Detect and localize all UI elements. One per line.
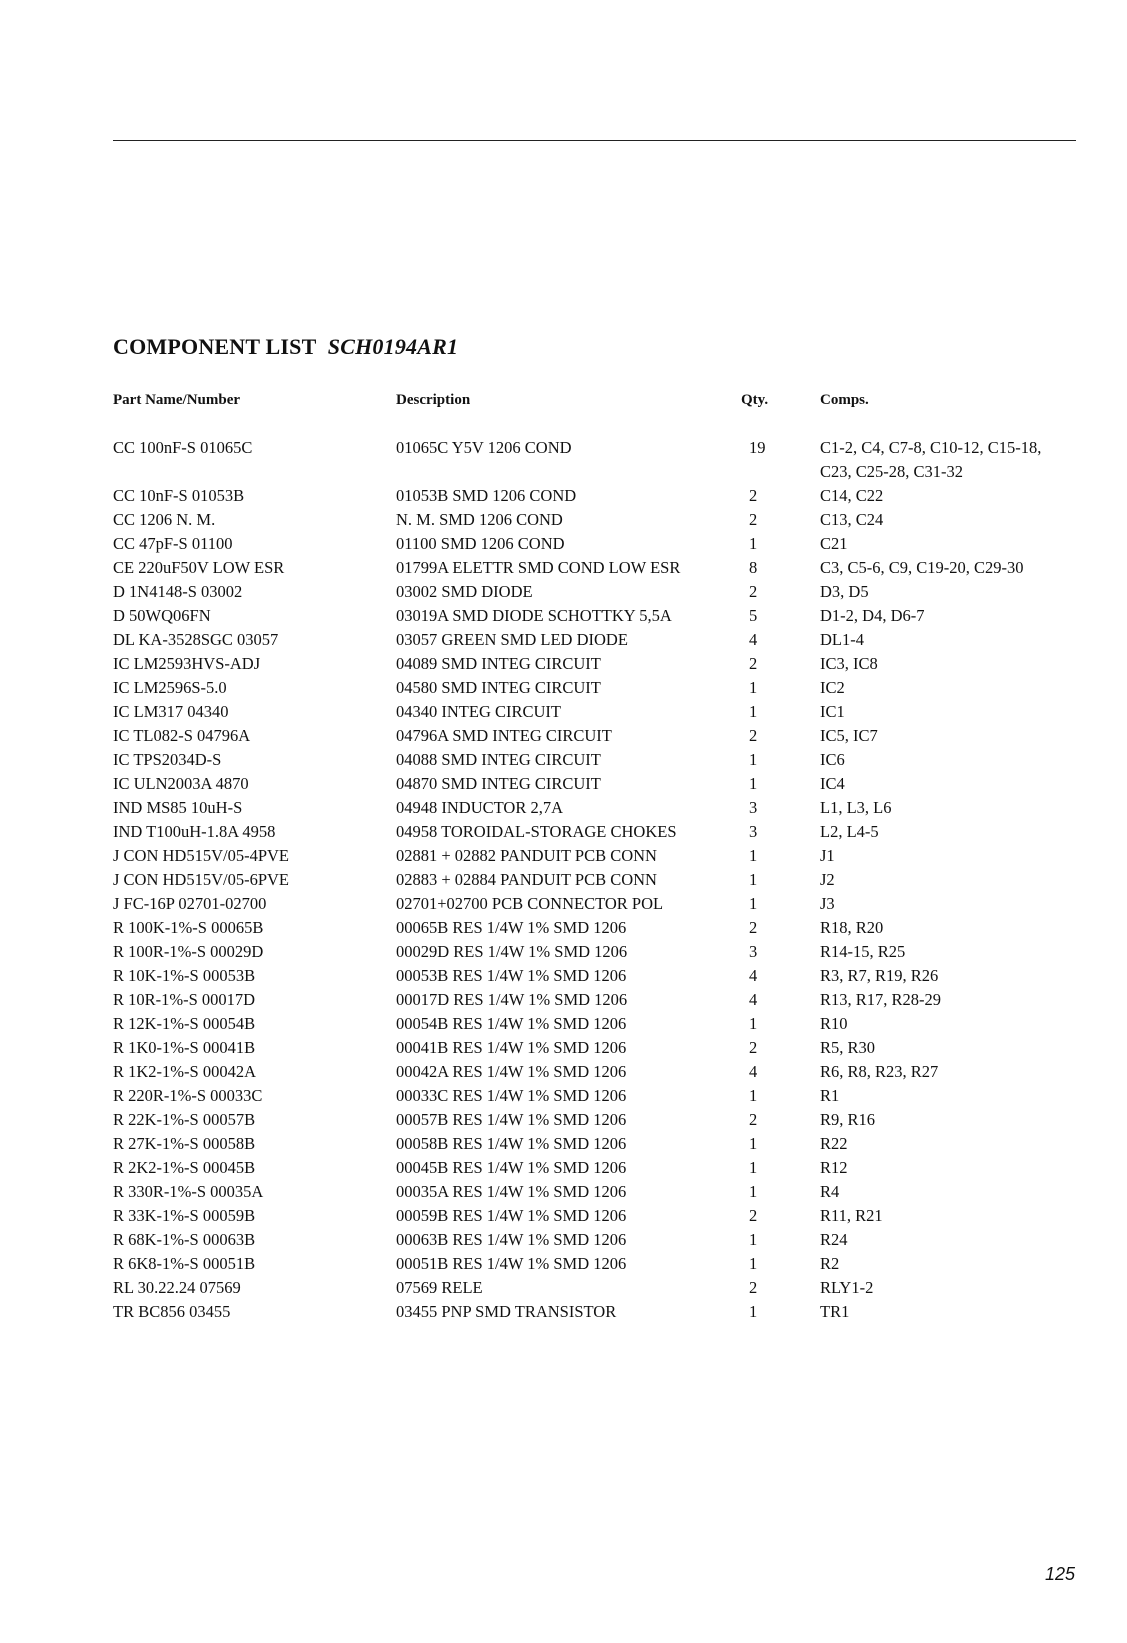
cell-comps: R10: [820, 1014, 848, 1033]
cell-qty: 1: [749, 1230, 758, 1249]
cell-qty: 2: [749, 654, 758, 673]
cell-description: 00053B RES 1/4W 1% SMD 1206: [396, 966, 627, 985]
header-description: Description: [396, 392, 471, 408]
cell-description: 04088 SMD INTEG CIRCUIT: [396, 750, 601, 769]
cell-part-name: RL 30.22.24 07569: [113, 1278, 241, 1297]
cell-comps: TR1: [820, 1302, 850, 1321]
cell-comps: IC3, IC8: [820, 654, 878, 673]
table-row: [0, 820, 1127, 844]
cell-comps: IC1: [820, 702, 845, 721]
table-row: [0, 508, 1127, 532]
cell-part-name: R 12K-1%-S 00054B: [113, 1014, 256, 1033]
cell-qty: 1: [749, 1182, 758, 1201]
cell-comps: R18, R20: [820, 918, 884, 937]
cell-part-name: IC TL082-S 04796A: [113, 726, 251, 745]
title-main: COMPONENT LIST: [113, 334, 317, 359]
cell-description: 04580 SMD INTEG CIRCUIT: [396, 678, 601, 697]
cell-comps: C3, C5-6, C9, C19-20, C29-30: [820, 558, 1024, 577]
cell-qty: 2: [749, 510, 758, 529]
cell-comps: R9, R16: [820, 1110, 876, 1129]
table-row: [0, 652, 1127, 676]
table-row: [0, 892, 1127, 916]
table-row: [0, 580, 1127, 604]
table-row: [0, 1060, 1127, 1084]
cell-description: 00042A RES 1/4W 1% SMD 1206: [396, 1062, 627, 1081]
cell-part-name: R 10K-1%-S 00053B: [113, 966, 256, 985]
cell-description: 01799A ELETTR SMD COND LOW ESR: [396, 558, 681, 577]
cell-description: 00059B RES 1/4W 1% SMD 1206: [396, 1206, 627, 1225]
cell-qty: 1: [749, 1086, 758, 1105]
table-row: [0, 1228, 1127, 1252]
cell-part-name: R 2K2-1%-S 00045B: [113, 1158, 256, 1177]
cell-comps: D1-2, D4, D6-7: [820, 606, 925, 625]
cell-comps: IC6: [820, 750, 845, 769]
table-row: [0, 868, 1127, 892]
cell-comps: RLY1-2: [820, 1278, 874, 1297]
table-row: [0, 676, 1127, 700]
cell-qty: 1: [749, 1158, 758, 1177]
table-row: [0, 1036, 1127, 1060]
cell-comps: R12: [820, 1158, 848, 1177]
cell-description: 04089 SMD INTEG CIRCUIT: [396, 654, 601, 673]
cell-comps: C1-2, C4, C7-8, C10-12, C15-18, C23, C25-28, C31-32: [820, 438, 1042, 481]
header-comps: Comps.: [820, 392, 869, 408]
cell-description: 04948 INDUCTOR 2,7A: [396, 798, 563, 817]
cell-part-name: R 27K-1%-S 00058B: [113, 1134, 256, 1153]
table-row: [0, 964, 1127, 988]
cell-comps: R24: [820, 1230, 848, 1249]
cell-description: 03019A SMD DIODE SCHOTTKY 5,5A: [396, 606, 672, 625]
table-row: [0, 1276, 1127, 1300]
cell-comps: R14-15, R25: [820, 942, 906, 961]
cell-description: 03455 PNP SMD TRANSISTOR: [396, 1302, 617, 1321]
cell-description: N. M. SMD 1206 COND: [396, 510, 563, 529]
cell-comps: J2: [820, 870, 835, 889]
cell-qty: 1: [749, 870, 758, 889]
cell-part-name: IND MS85 10uH-S: [113, 798, 243, 817]
cell-qty: 2: [749, 582, 758, 601]
cell-part-name: J CON HD515V/05-4PVE: [113, 846, 290, 865]
table-row: [0, 1156, 1127, 1180]
cell-qty: 8: [749, 558, 758, 577]
cell-qty: 1: [749, 750, 758, 769]
cell-comps: C21: [820, 534, 848, 553]
table-row: [0, 484, 1127, 508]
cell-qty: 1: [749, 1254, 758, 1273]
cell-qty: 2: [749, 726, 758, 745]
cell-comps: IC4: [820, 774, 845, 793]
cell-description: 00063B RES 1/4W 1% SMD 1206: [396, 1230, 627, 1249]
cell-part-name: CC 1206 N. M.: [113, 510, 216, 529]
cell-description: 04796A SMD INTEG CIRCUIT: [396, 726, 612, 745]
cell-comps: R5, R30: [820, 1038, 876, 1057]
cell-qty: 4: [749, 1062, 758, 1081]
table-row: [0, 1204, 1127, 1228]
cell-part-name: R 33K-1%-S 00059B: [113, 1206, 256, 1225]
cell-qty: 2: [749, 1110, 758, 1129]
cell-description: 04340 INTEG CIRCUIT: [396, 702, 561, 721]
cell-part-name: CC 100nF-S 01065C: [113, 438, 253, 457]
table-row: [0, 844, 1127, 868]
cell-description: 03057 GREEN SMD LED DIODE: [396, 630, 628, 649]
top-rule: [113, 140, 1076, 141]
cell-qty: 1: [749, 1134, 758, 1153]
cell-part-name: R 22K-1%-S 00057B: [113, 1110, 256, 1129]
cell-part-name: IC LM2593HVS-ADJ: [113, 654, 261, 673]
cell-part-name: D 1N4148-S 03002: [113, 582, 243, 601]
cell-part-name: IC LM2596S-5.0: [113, 678, 227, 697]
cell-qty: 4: [749, 630, 758, 649]
cell-part-name: CC 47pF-S 01100: [113, 534, 233, 553]
cell-part-name: R 68K-1%-S 00063B: [113, 1230, 256, 1249]
header-part-name: Part Name/Number: [113, 392, 241, 408]
cell-qty: 2: [749, 1278, 758, 1297]
cell-part-name: DL KA-3528SGC 03057: [113, 630, 279, 649]
cell-comps: R11, R21: [820, 1206, 883, 1225]
cell-part-name: R 6K8-1%-S 00051B: [113, 1254, 256, 1273]
table-row: [0, 604, 1127, 628]
cell-qty: 1: [749, 1014, 758, 1033]
cell-part-name: R 220R-1%-S 00033C: [113, 1086, 263, 1105]
cell-qty: 1: [749, 534, 758, 553]
table-row: [0, 700, 1127, 724]
cell-comps: C14, C22: [820, 486, 884, 505]
cell-comps: R22: [820, 1134, 848, 1153]
cell-part-name: R 100R-1%-S 00029D: [113, 942, 264, 961]
cell-description: 03002 SMD DIODE: [396, 582, 533, 601]
cell-description: 01065C Y5V 1206 COND: [396, 438, 572, 457]
cell-description: 00033C RES 1/4W 1% SMD 1206: [396, 1086, 627, 1105]
cell-qty: 2: [749, 1038, 758, 1057]
cell-qty: 1: [749, 774, 758, 793]
cell-part-name: R 100K-1%-S 00065B: [113, 918, 264, 937]
cell-comps: IC5, IC7: [820, 726, 878, 745]
cell-part-name: IC ULN2003A 4870: [113, 774, 249, 793]
cell-description: 00029D RES 1/4W 1% SMD 1206: [396, 942, 628, 961]
table-row: [0, 1012, 1127, 1036]
cell-comps: IC2: [820, 678, 845, 697]
cell-qty: 1: [749, 702, 758, 721]
cell-description: 02883 + 02884 PANDUIT PCB CONN: [396, 870, 657, 889]
cell-qty: 3: [749, 798, 758, 817]
cell-comps: L1, L3, L6: [820, 798, 892, 817]
cell-qty: 1: [749, 846, 758, 865]
table-row: [0, 1132, 1127, 1156]
table-row: [0, 628, 1127, 652]
table-row: [0, 988, 1127, 1012]
table-row: [0, 532, 1127, 556]
cell-qty: 3: [749, 822, 758, 841]
cell-qty: 3: [749, 942, 758, 961]
cell-comps: DL1-4: [820, 630, 864, 649]
cell-part-name: TR BC856 03455: [113, 1302, 231, 1321]
table-row: [0, 748, 1127, 772]
cell-part-name: IC LM317 04340: [113, 702, 229, 721]
cell-part-name: D 50WQ06FN: [113, 606, 211, 625]
cell-description: 00035A RES 1/4W 1% SMD 1206: [396, 1182, 627, 1201]
table-row: [0, 1180, 1127, 1204]
cell-comps: R13, R17, R28-29: [820, 990, 942, 1009]
table-row: [0, 796, 1127, 820]
cell-part-name: R 1K0-1%-S 00041B: [113, 1038, 256, 1057]
cell-description: 00045B RES 1/4W 1% SMD 1206: [396, 1158, 627, 1177]
cell-description: 01053B SMD 1206 COND: [396, 486, 577, 505]
cell-part-name: J FC-16P 02701-02700: [113, 894, 267, 913]
cell-part-name: IND T100uH-1.8A 4958: [113, 822, 276, 841]
cell-qty: 1: [749, 894, 758, 913]
cell-qty: 4: [749, 966, 758, 985]
table-row: [0, 1252, 1127, 1276]
table-row: [0, 724, 1127, 748]
cell-qty: 5: [749, 606, 758, 625]
header-qty: Qty.: [741, 392, 769, 408]
table-row: [0, 556, 1127, 580]
cell-part-name: R 1K2-1%-S 00042A: [113, 1062, 256, 1081]
cell-part-name: J CON HD515V/05-6PVE: [113, 870, 290, 889]
cell-part-name: R 330R-1%-S 00035A: [113, 1182, 264, 1201]
cell-comps: R3, R7, R19, R26: [820, 966, 939, 985]
cell-part-name: CC 10nF-S 01053B: [113, 486, 245, 505]
cell-description: 01100 SMD 1206 COND: [396, 534, 565, 553]
cell-part-name: CE 220uF50V LOW ESR: [113, 558, 285, 577]
cell-description: 00041B RES 1/4W 1% SMD 1206: [396, 1038, 627, 1057]
cell-qty: 1: [749, 1302, 758, 1321]
table-row: [0, 1300, 1127, 1324]
cell-qty: 2: [749, 486, 758, 505]
cell-description: 07569 RELE: [396, 1278, 483, 1297]
cell-qty: 1: [749, 678, 758, 697]
cell-comps: J3: [820, 894, 835, 913]
cell-description: 04870 SMD INTEG CIRCUIT: [396, 774, 601, 793]
cell-description: 00065B RES 1/4W 1% SMD 1206: [396, 918, 627, 937]
cell-comps: R6, R8, R23, R27: [820, 1062, 939, 1081]
cell-comps: J1: [820, 846, 835, 865]
table-row: [0, 916, 1127, 940]
cell-comps: R1: [820, 1086, 840, 1105]
cell-comps: C13, C24: [820, 510, 884, 529]
cell-part-name: R 10R-1%-S 00017D: [113, 990, 256, 1009]
cell-qty: 2: [749, 1206, 758, 1225]
table-row: [0, 940, 1127, 964]
cell-description: 00058B RES 1/4W 1% SMD 1206: [396, 1134, 627, 1153]
cell-qty: 4: [749, 990, 758, 1009]
table-row: [0, 772, 1127, 796]
page-number: 125: [1044, 1564, 1075, 1584]
cell-description: 00054B RES 1/4W 1% SMD 1206: [396, 1014, 627, 1033]
cell-comps: R4: [820, 1182, 840, 1201]
cell-description: 04958 TOROIDAL-STORAGE CHOKES: [396, 822, 677, 841]
table-row: [0, 436, 1127, 484]
title-code: SCH0194AR1: [327, 334, 459, 359]
cell-qty: 19: [749, 438, 766, 457]
cell-comps: R2: [820, 1254, 840, 1273]
cell-description: 02881 + 02882 PANDUIT PCB CONN: [396, 846, 657, 865]
table-row: [0, 1108, 1127, 1132]
cell-comps: D3, D5: [820, 582, 869, 601]
cell-comps: L2, L4-5: [820, 822, 879, 841]
cell-description: 00017D RES 1/4W 1% SMD 1206: [396, 990, 628, 1009]
page-title: [113, 334, 458, 360]
cell-part-name: IC TPS2034D-S: [113, 750, 222, 769]
component-table: [0, 436, 1127, 1324]
table-row: [0, 1084, 1127, 1108]
cell-description: 00057B RES 1/4W 1% SMD 1206: [396, 1110, 627, 1129]
cell-description: 00051B RES 1/4W 1% SMD 1206: [396, 1254, 627, 1273]
cell-qty: 2: [749, 918, 758, 937]
cell-description: 02701+02700 PCB CONNECTOR POL: [396, 894, 664, 913]
table-header: [0, 392, 1127, 414]
